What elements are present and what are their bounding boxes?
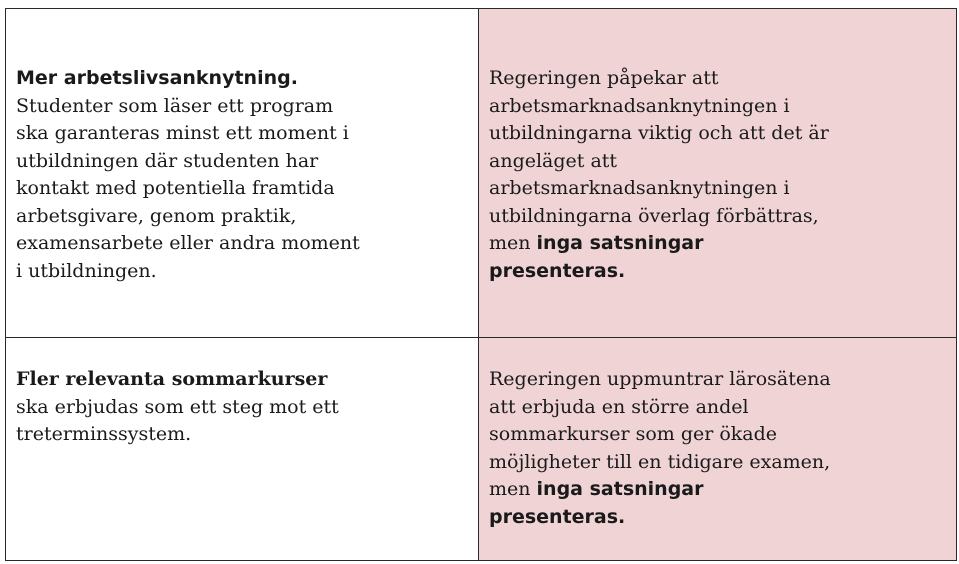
cell-proposal-summer-courses	[6, 338, 479, 561]
cell-government-response-summer-courses	[479, 338, 957, 561]
cell-government-response-work-life	[479, 9, 957, 338]
proposal-heading: Fler relevanta sommarkurser	[16, 368, 328, 390]
response-text	[489, 65, 949, 285]
proposal-text	[16, 366, 471, 449]
response-emphasis: inga satsningar presenteras.	[489, 478, 704, 528]
response-body: Regeringen påpekar att arbetsmarknadsanknytningen i utbildningarna viktig och att det är angeläget att arbetsmarknadsanknytningen i utbildningarna överlag förbättras, men	[489, 67, 829, 254]
response-text	[489, 366, 949, 531]
response-emphasis: inga satsningar presenteras.	[489, 232, 704, 282]
comparison-table	[5, 8, 957, 561]
response-body: Regeringen uppmuntrar lärosätena att erbjuda en större andel sommarkurser som ger ökade möjligheter till en tidigare examen, men	[489, 368, 831, 500]
proposal-text	[16, 65, 471, 285]
table-row	[6, 9, 957, 338]
proposal-body: ska erbjudas som ett steg mot ett treterminssystem.	[16, 395, 339, 445]
proposal-body: Studenter som läser ett program ska garanteras minst ett moment i utbildningen där studenten har kontakt med potentiella framtida arbetsgivare, genom praktik, examensarbete eller andra moment i utbildningen.	[16, 94, 360, 282]
proposal-heading: Mer arbetslivsanknytning.	[16, 67, 298, 89]
cell-proposal-work-life	[6, 9, 479, 338]
table-row	[6, 338, 957, 561]
